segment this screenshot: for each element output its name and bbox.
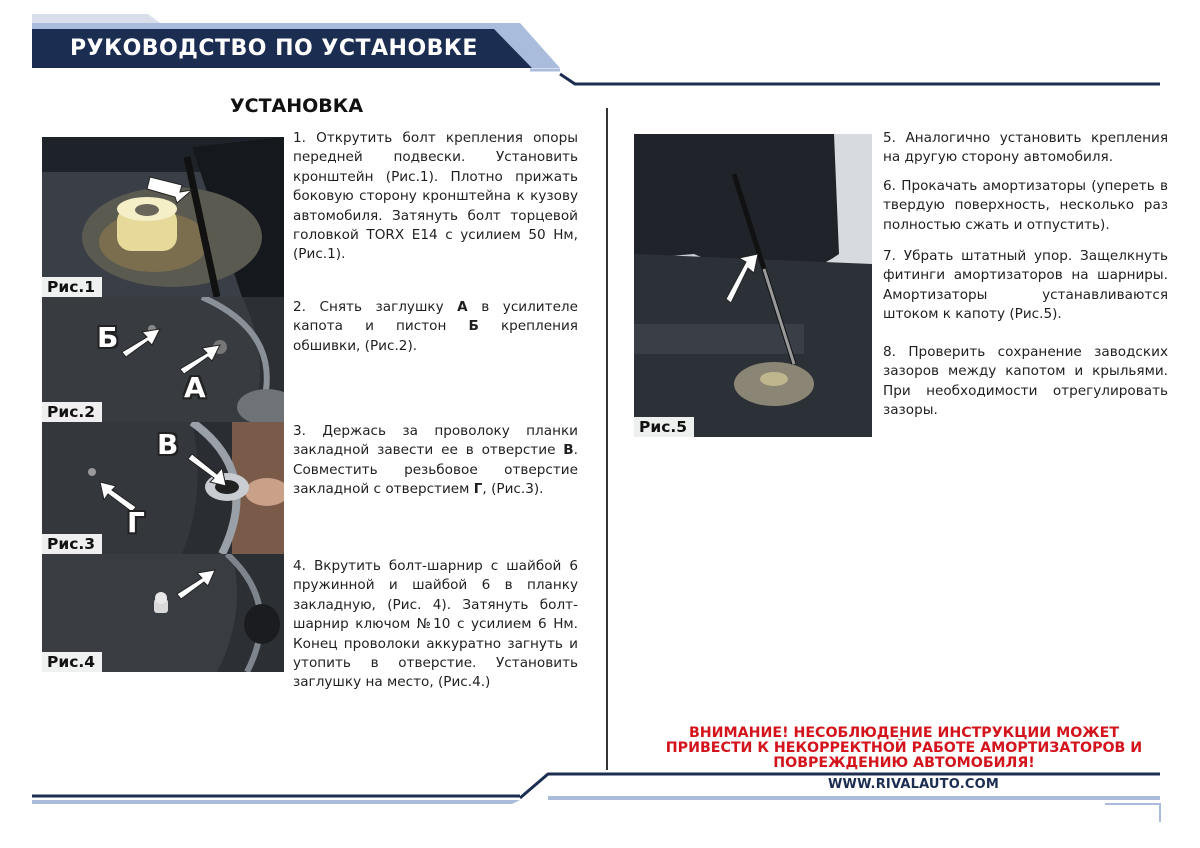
figure-3-label-v: В bbox=[157, 428, 179, 461]
figure-2-photo bbox=[42, 297, 284, 422]
header-banner bbox=[0, 0, 1200, 100]
strut-mount-image bbox=[42, 137, 284, 297]
step-4-text: 4. Вкрутить болт-шарнир с шайбой 6 пружинной и шайбой 6 в планку закладную, (Рис. 4). Затянуть болт-шарнир ключом №10 с усилием 6 Нм. Конец проволоки аккуратно загнуть и утопить в отверстие. Установить заглушку на место, (Рис.4.) bbox=[293, 558, 578, 691]
warning-text: ВНИМАНИЕ! НЕСОБЛЮДЕНИЕ ИНСТРУКЦИИ МОЖЕТ ПРИВЕСТИ К НЕКОРРЕКТНОЙ РАБОТЕ АМОРТИЗАТОРОВ И ПОВРЕЖДЕНИЮ АВТОМОБИЛЯ! bbox=[665, 725, 1143, 771]
figure-2-label-a: А bbox=[184, 371, 206, 404]
hood-shock-image bbox=[634, 134, 872, 437]
figure-2-caption: Рис.2 bbox=[42, 402, 102, 422]
step-3-text: 3. Держась за проволоку планки закладной завести ее в отверстие В. Совместить резьбовое отверстие закладной с отверстием Г, (Рис.3). bbox=[293, 423, 578, 498]
website-link[interactable]: WWW.RIVALAUTO.COM bbox=[828, 777, 999, 792]
step-1-text: 1. Открутить болт крепления опоры передней подвески. Установить кронштейн (Рис.1). Плотно прижать боковую сторону кронштейна к кузову автомобиля. Затянуть болт торцевой головкой TORX E14 с усилием 50 Нм, (Рис.1). bbox=[293, 130, 578, 263]
figure-4-photo bbox=[42, 554, 284, 672]
step-7-text: 7. Убрать штатный упор. Защелкнуть фитинги амортизаторов на шарниры. Амортизаторы устанавливаются штоком к капоту (Рис.5). bbox=[883, 248, 1168, 323]
figure-2-label-b: Б bbox=[97, 321, 119, 354]
figure-3-label-g: Г bbox=[127, 506, 145, 539]
step-2-text: 2. Снять заглушку А в усилителе капота и пистон Б крепления обшивки, (Рис.2). bbox=[293, 299, 578, 354]
figure-5-photo bbox=[634, 134, 872, 437]
column-divider bbox=[606, 108, 608, 770]
figure-3-caption: Рис.3 bbox=[42, 534, 102, 554]
figure-5-caption: Рис.5 bbox=[634, 417, 694, 437]
figure-3-photo bbox=[42, 422, 284, 554]
figure-1-photo bbox=[42, 137, 284, 297]
step-5-text: 5. Аналогично установить крепления на другую сторону автомобиля. bbox=[883, 130, 1168, 166]
section-title: УСТАНОВКА bbox=[230, 95, 364, 117]
step-6-text: 6. Прокачать амортизаторы (упереть в твердую поверхность, несколько раз полностью сжать и отпустить). bbox=[883, 178, 1168, 233]
footer-banner bbox=[0, 770, 1200, 830]
footer-graphic bbox=[0, 770, 1200, 830]
figure-4-caption: Рис.4 bbox=[42, 652, 102, 672]
step-8-text: 8. Проверить сохранение заводских зазоров между капотом и крыльями. При необходимости отрегулировать зазоры. bbox=[883, 344, 1168, 419]
page-title: РУКОВОДСТВО ПО УСТАНОВКЕ bbox=[70, 36, 478, 61]
figure-1-caption: Рис.1 bbox=[42, 277, 102, 297]
